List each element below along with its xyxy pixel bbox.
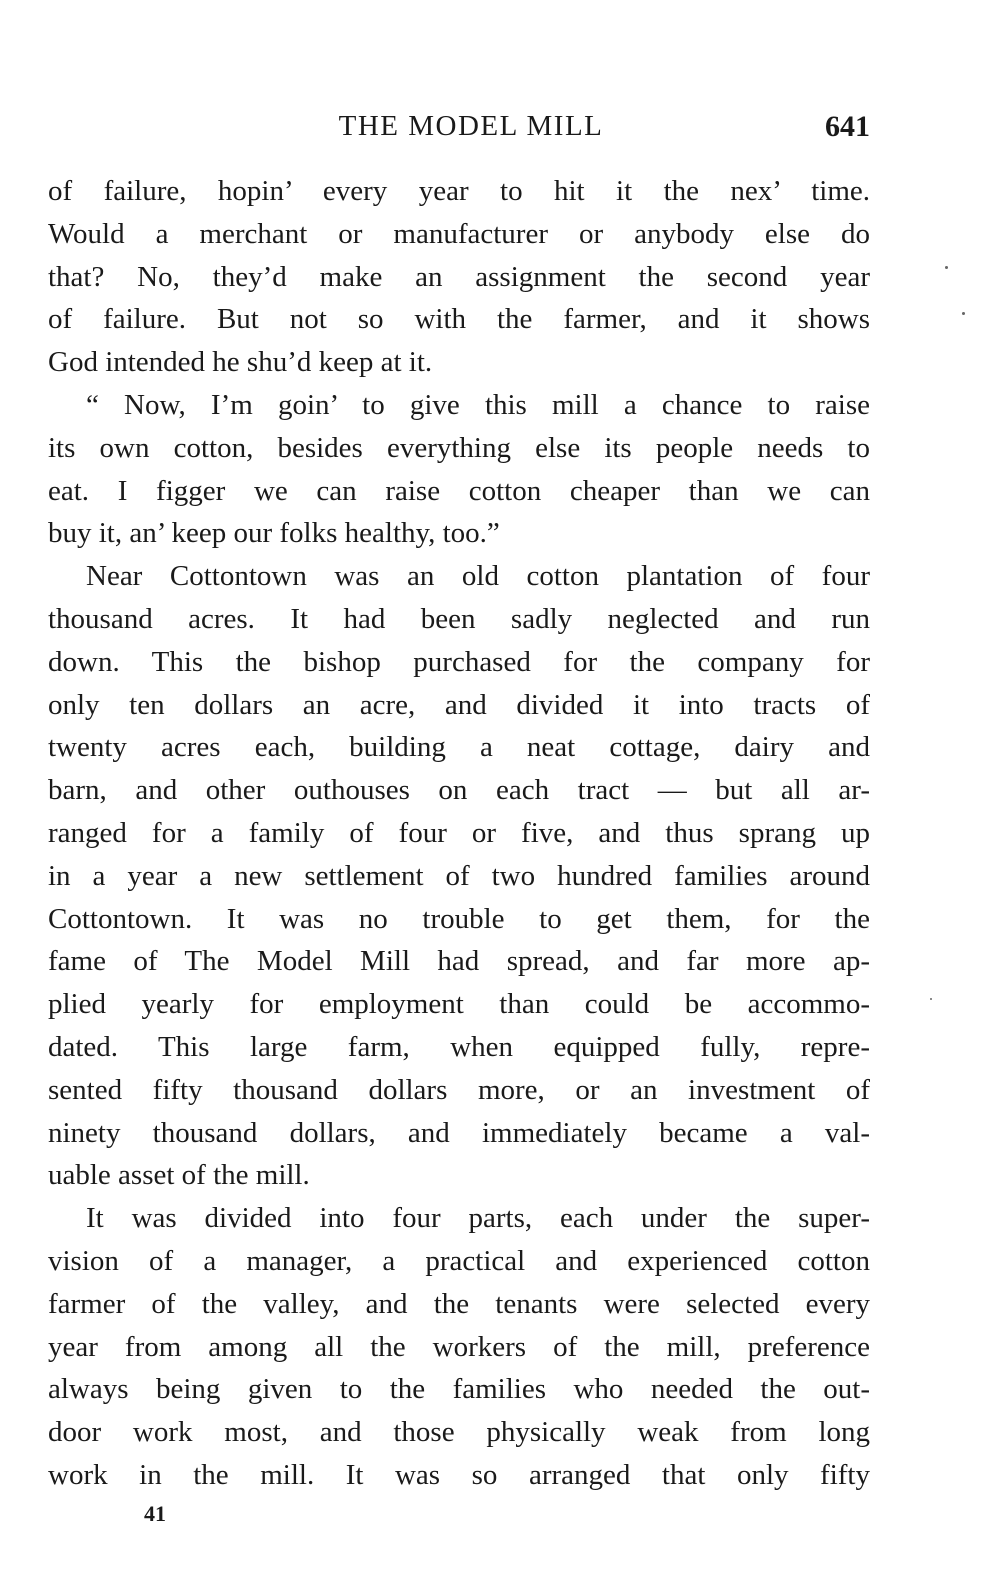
text-line: only ten dollars an acre, and divided it into tracts of (48, 688, 870, 721)
text-line: dated. This large farm, when equipped fully, repre- (48, 1030, 870, 1063)
text-line: in a year a new settlement of two hundred families around (48, 859, 870, 892)
text-line: barn, and other outhouses on each tract — but all ar- (48, 774, 870, 807)
text-line: ranged for a family of four or five, and thus sprang up (48, 816, 870, 849)
text-line: Near Cottontown was an old cotton plantation of four (86, 560, 870, 593)
text-line: plied yearly for employment than could be accommo- (48, 988, 870, 1021)
text-line: of failure. But not so with the farmer, and it shows (48, 303, 870, 336)
text-line: door work most, and those physically weak from long (48, 1416, 870, 1449)
text-line: buy it, an’ keep our folks healthy, too.” (48, 517, 500, 550)
text-line: of failure, hopin’ every year to hit it the nex’ time. (48, 175, 870, 207)
text-line: year from among all the workers of the mill, preference (48, 1330, 870, 1363)
running-title: THE MODEL MILL (338, 110, 604, 142)
signature-mark: 41 (144, 1501, 166, 1526)
text-line: its own cotton, besides everything else its people needs to (48, 431, 870, 464)
text-line: vision of a manager, a practical and experienced cotton (48, 1244, 870, 1277)
text-line: “ Now, I’m goin’ to give this mill a chance to raise (86, 388, 870, 421)
text-line: always being given to the families who needed the out- (48, 1373, 870, 1406)
text-line: work in the mill. It was so arranged that only fifty (48, 1458, 870, 1491)
text-line: fame of The Model Mill had spread, and far more ap- (48, 945, 870, 978)
text-line: twenty acres each, building a neat cottage, dairy and (48, 731, 870, 764)
text-line: Cottontown. It was no trouble to get them, for the (48, 902, 870, 935)
text-line: Would a merchant or manufacturer or anybody else do (48, 217, 870, 250)
text-line: down. This the bishop purchased for the company for (48, 645, 870, 678)
text-line: thousand acres. It had been sadly neglected and run (48, 602, 870, 635)
text-line: God intended he shu’d keep at it. (48, 346, 433, 379)
text-line: It was divided into four parts, each under the super- (86, 1202, 870, 1235)
text-line: ninety thousand dollars, and immediately became a val- (48, 1116, 870, 1149)
text-line: eat. I figger we can raise cotton cheaper than we can (48, 474, 870, 507)
text-line: that? No, they’d make an assignment the second year (48, 260, 870, 293)
scan-speck (945, 266, 948, 269)
text-line: farmer of the valley, and the tenants were selected every (48, 1287, 870, 1320)
text-line: uable asset of the mill. (48, 1159, 310, 1192)
scan-speck (930, 998, 932, 1000)
body-text (48, 170, 870, 1497)
scan-speck (962, 312, 965, 315)
text-line: sented fifty thousand dollars more, or an investment of (48, 1073, 870, 1106)
running-head (48, 110, 870, 154)
page-number: 641 (825, 110, 870, 143)
